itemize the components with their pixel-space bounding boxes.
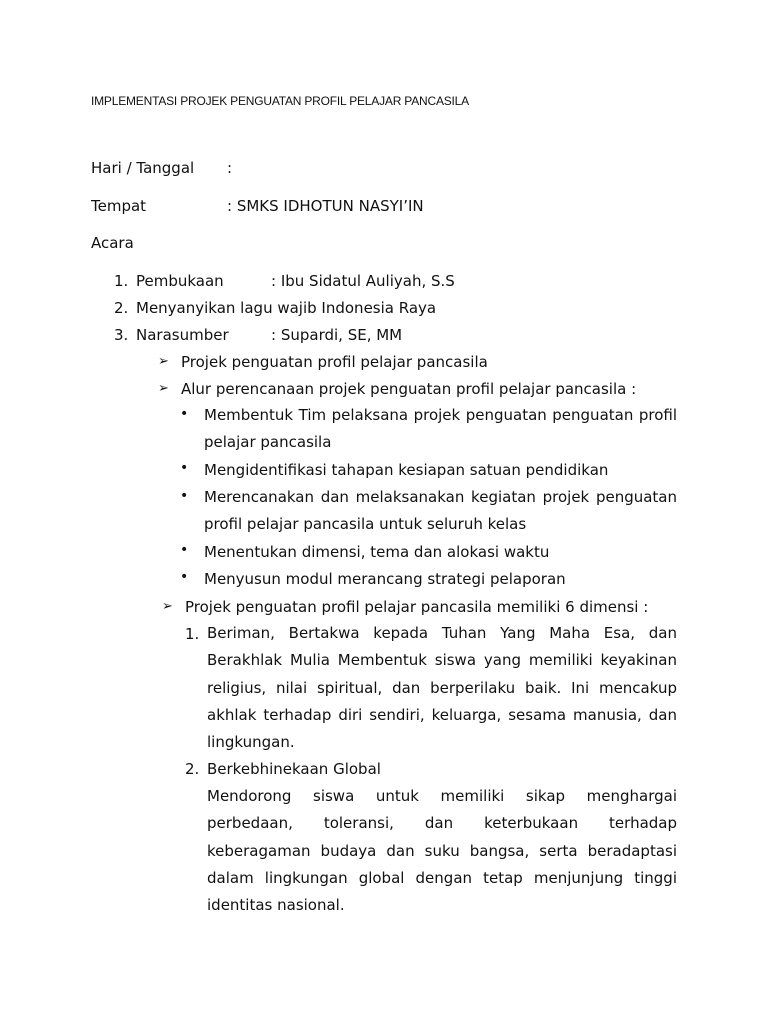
bullet-item: Membentuk Tim pelaksana projek penguatan penguatan profil pelajar pancasila [204, 406, 677, 452]
dimension-text: Beriman, Bertakwa kepada Tuhan Yang Maha Esa, dan Berakhlak Mulia Membentuk siswa yang memiliki keyakinan religius, nilai spiritual, dan berperilaku baik. Ini mencakup akhlak terhadap diri sendiri, keluarga, sesama manusia, dan lingkungan. [207, 624, 677, 752]
agenda-number: 2. [114, 299, 129, 317]
bullet-icon: • [180, 542, 189, 558]
dimension-text: Mendorong siswa untuk memiliki sikap menghargai perbedaan, toleransi, dan keterbukaan terhadap keberagaman budaya dan suku bangsa, serta beradaptasi dalam lingkungan global dengan tetap menjunjung tinggi identitas nasional. [207, 787, 677, 915]
bullet-item: Menyusun modul merancang strategi pelaporan [204, 570, 566, 588]
bullet-icon: • [180, 406, 189, 422]
agenda-number: 3. [114, 326, 129, 344]
tempat-label: Tempat [91, 197, 147, 215]
dimension-heading: Berkebhinekaan Global [207, 760, 381, 778]
bullet-icon: • [180, 569, 189, 585]
acara-label: Acara [91, 234, 134, 252]
agenda-label: Pembukaan [136, 272, 224, 290]
arrow-bullet-icon: ➢ [158, 354, 169, 369]
bullet-icon: • [180, 488, 189, 504]
bullet-item: Mengidentifikasi tahapan kesiapan satuan pendidikan [204, 461, 609, 479]
agenda-value: : Supardi, SE, MM [271, 326, 403, 344]
dimension-number: 2. [185, 760, 200, 778]
sub-point-text: Projek penguatan profil pelajar pancasila [181, 353, 488, 371]
bullet-item: Menentukan dimensi, tema dan alokasi waktu [204, 543, 550, 561]
bullet-item: Merencanakan dan melaksanakan kegiatan projek penguatan profil pelajar pancasila untuk seluruh kelas [204, 488, 677, 534]
tempat-value: : SMKS IDHOTUN NASYI’IN [227, 197, 424, 215]
agenda-label: Narasumber [136, 326, 229, 344]
arrow-bullet-icon: ➢ [158, 381, 169, 396]
hari-tanggal-label: Hari / Tanggal [91, 159, 195, 177]
bullet-icon: • [180, 460, 189, 476]
agenda-number: 1. [114, 272, 129, 290]
sub-point-text: Projek penguatan profil pelajar pancasila memiliki 6 dimensi : [185, 598, 649, 616]
arrow-bullet-icon: ➢ [162, 599, 173, 614]
dimension-number: 1. [185, 625, 200, 643]
agenda-label: Menyanyikan lagu wajib Indonesia Raya [136, 299, 437, 317]
hari-tanggal-value: : [227, 159, 233, 177]
document-title: IMPLEMENTASI PROJEK PENGUATAN PROFIL PELAJAR PANCASILA [91, 94, 469, 108]
agenda-value: : Ibu Sidatul Auliyah, S.S [271, 272, 455, 290]
sub-point-text: Alur perencanaan projek penguatan profil pelajar pancasila : [181, 380, 637, 398]
